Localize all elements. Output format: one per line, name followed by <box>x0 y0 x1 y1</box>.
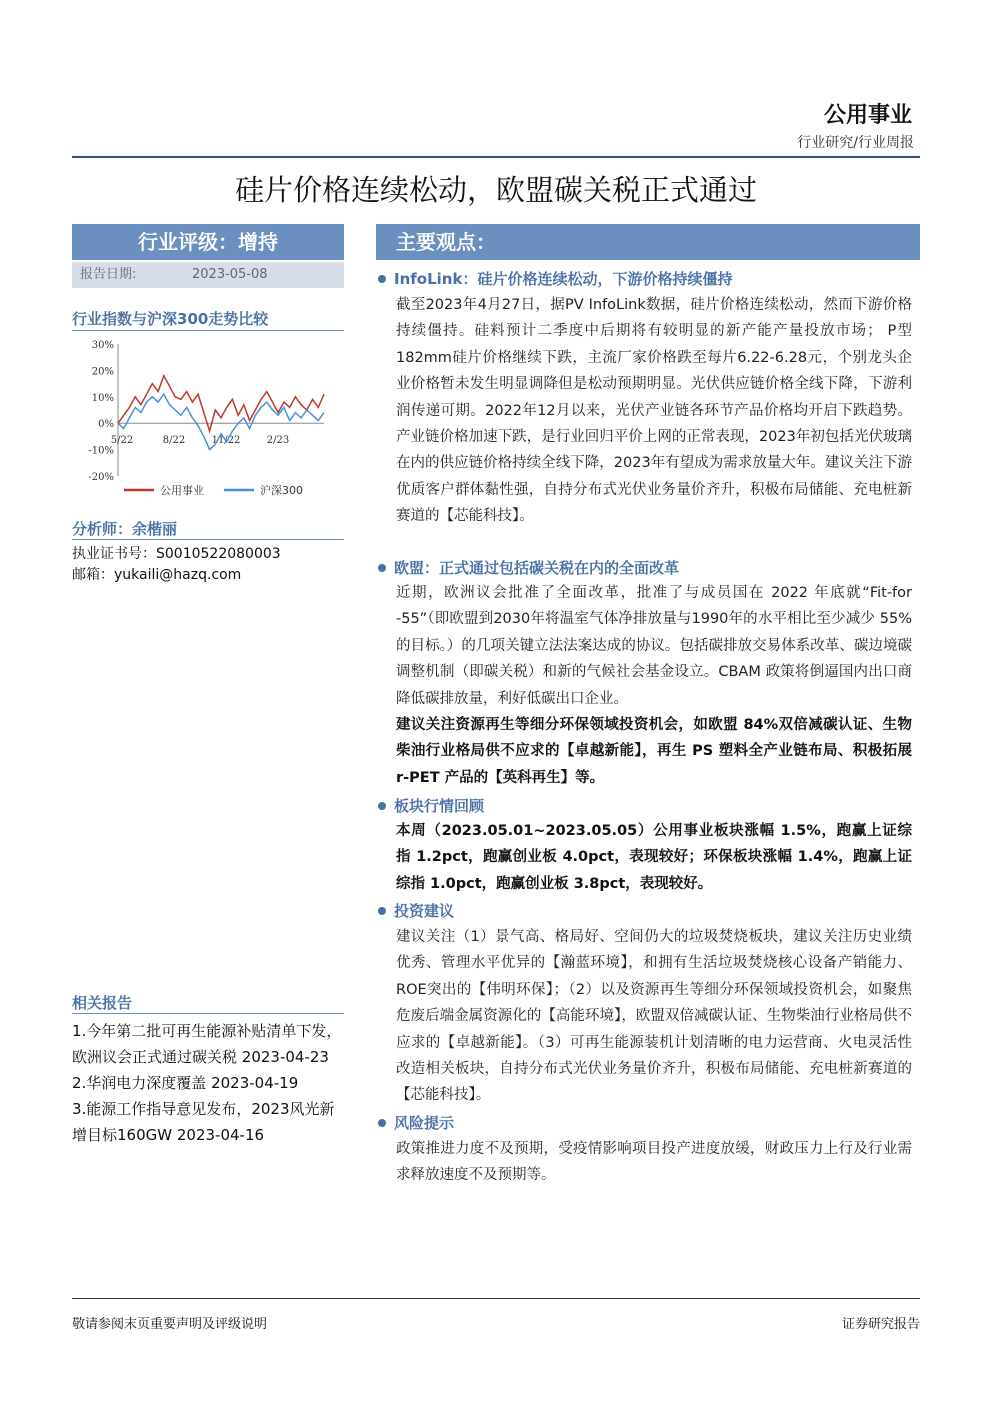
paragraph-market-review: 本周（2023.05.01~2023.05.05）公用事业板块涨幅 1.5%，跑赢上证综指 1.2pct，跑赢创业板 4.0pct，表现较好；环保板块涨幅 1.4%，跑赢上证综指 1.0pct，跑赢创业板 3.8pct，表现较好。 <box>396 823 912 892</box>
paragraph-eu-recommendation: 建议关注资源再生等细分环保领域投资机会，如欧盟 84%双倍减碳认证、生物柴油行业格局供不应求的【卓越新能】，再生 PS 塑料全产业链布局、积极拓展 r-PET 产品的【英科再生】等。 <box>396 717 912 786</box>
email-address[interactable]: yukaili@hazq.com <box>114 567 242 583</box>
bullet-icon <box>378 564 386 572</box>
email-line <box>72 564 241 584</box>
related-heading: 相关报告 <box>72 994 133 1012</box>
y-tick-label: 10% <box>91 392 114 404</box>
disclaimer-note: 敬请参阅末页重要声明及评级说明 <box>72 1317 268 1332</box>
email-label: 邮箱： <box>72 567 114 583</box>
sector-name: 公用事业 <box>823 102 912 128</box>
chart-title: 行业指数与沪深300走势比较 <box>72 310 269 328</box>
x-tick-label: 11/22 <box>211 435 241 447</box>
bullet-icon <box>378 802 386 810</box>
related-report-item[interactable]: 3.能源工作指导意见发布，2023风光新增目标160GW 2023-04-16 <box>72 1100 335 1144</box>
certificate-line <box>72 543 281 563</box>
paragraph-infolink: 截至2023年4月27日，据PV InfoLink数据，硅片价格连续松动，然而下游价格持续僵持。硅料预计二季度中后期将有较明显的新产能产量投放市场； P型182mm硅片价格继续下跌，主流厂家价格跌至每片6.22-6.28元，个别龙头企业价格暂未发生明显调降但是松动预期明显。光伏供应链价格全线下降，下游利润传递可期。2022年12月以来，光伏产业链各环节产品价格均开启下跌趋势。产业链价格加速下跌，是行业回归平价上网的正常表现，2023年初包括光伏玻璃在内的供应链价格持续全线下降，2023年有望成为需求放量大年。建议关注下游优质客户群体黏性强，自持分布式光伏业务量价齐升，积极布局储能、充电桩新赛道的【芯能科技】。 <box>396 297 912 525</box>
y-tick-label: -20% <box>88 472 114 483</box>
section-heading-infolink: InfoLink：硅片价格连续松动，下游价格持续僵持 <box>378 268 732 289</box>
chart-title-divider <box>72 330 344 331</box>
index-comparison-chart <box>72 334 344 504</box>
paragraph-investment: 建议关注（1）景气高、格局好、空间仍大的垃圾焚烧板块，建议关注历史业绩优秀、管理水平优异的【瀚蓝环境】，和拥有生活垃圾焚烧核心设备产销能力、ROE突出的【伟明环保】；（2）以及资源再生等细分环保领域投资机会，如聚焦危废后端金属资源化的【高能环境】，欧盟双倍减碳认证、生物柴油行业格局供不应求的【卓越新能】。（3）可再生能源装机计划清晰的电力运营商、火电灵活性改造相关板块，自持分布式光伏业务量价齐升，积极布局储能、充电桩新赛道的【芯能科技】。 <box>396 929 912 1104</box>
bullet-icon <box>378 1119 386 1127</box>
section-heading-market-review: 板块行情回顾 <box>378 795 484 816</box>
paragraph-risk: 政策推进力度不及预期，受疫情影响项目投产进度放缓，财政压力上行及行业需求释放速度不及预期等。 <box>396 1141 912 1184</box>
x-tick-label: 2/23 <box>266 435 290 447</box>
industry-rating: 行业评级：增持 <box>72 224 344 260</box>
footer-divider <box>72 1298 920 1299</box>
section-heading-investment: 投资建议 <box>378 900 454 921</box>
header-divider <box>72 156 920 158</box>
analyst-divider <box>72 539 344 540</box>
bullet-icon <box>378 275 386 283</box>
bullet-icon <box>378 907 386 915</box>
related-reports-list <box>72 1018 348 1148</box>
paragraph-eu-reform: 近期，欧洲议会批准了全面改革，批准了与成员国在 2022 年底就“Fit-for -55”（即欧盟到2030年将温室气体净排放量与1990年的水平相比至少减少 55%的目标。）的几项关键立法法案达成的协议。包括碳排放交易体系改革、碳边境碳调整机制（即碳关税）和新的气候社会基金设立。CBAM 政策将倒逼国内出口商降低碳排放量，利好低碳出口企业。 <box>396 585 912 707</box>
y-tick-label: 30% <box>91 340 114 351</box>
report-date <box>72 262 344 288</box>
section-heading-risk: 风险提示 <box>378 1112 454 1133</box>
legend-label: 沪深300 <box>260 484 303 497</box>
report-title: 硅片价格连续松动，欧盟碳关税正式通过 <box>234 173 757 207</box>
related-divider <box>72 1013 344 1014</box>
legend-label: 公用事业 <box>160 484 204 497</box>
y-tick-label: -10% <box>88 445 114 457</box>
x-tick-label: 5/22 <box>110 435 134 447</box>
report-type: 行业研究/行业周报 <box>797 135 914 151</box>
section-heading-eu: 欧盟：正式通过包括碳关税在内的全面改革 <box>378 557 679 578</box>
certificate-number: S0010522080003 <box>156 546 281 562</box>
report-date-value: 2023-05-08 <box>192 267 268 282</box>
report-date-label: 报告日期: <box>80 267 137 282</box>
y-tick-label: 20% <box>91 366 114 378</box>
related-report-item[interactable]: 2.华润电力深度覆盖 2023-04-19 <box>72 1074 299 1092</box>
analyst-heading: 分析师：余楷丽 <box>72 520 178 538</box>
related-report-item[interactable]: 1.今年第二批可再生能源补贴清单下发，欧洲议会正式通过碳关税 2023-04-23 <box>72 1022 342 1066</box>
x-tick-label: 8/22 <box>162 435 186 447</box>
y-tick-label: 0% <box>98 419 114 431</box>
certificate-label: 执业证书号： <box>72 546 156 562</box>
main-points-heading: 主要观点： <box>376 224 920 260</box>
report-category: 证券研究报告 <box>841 1317 920 1332</box>
